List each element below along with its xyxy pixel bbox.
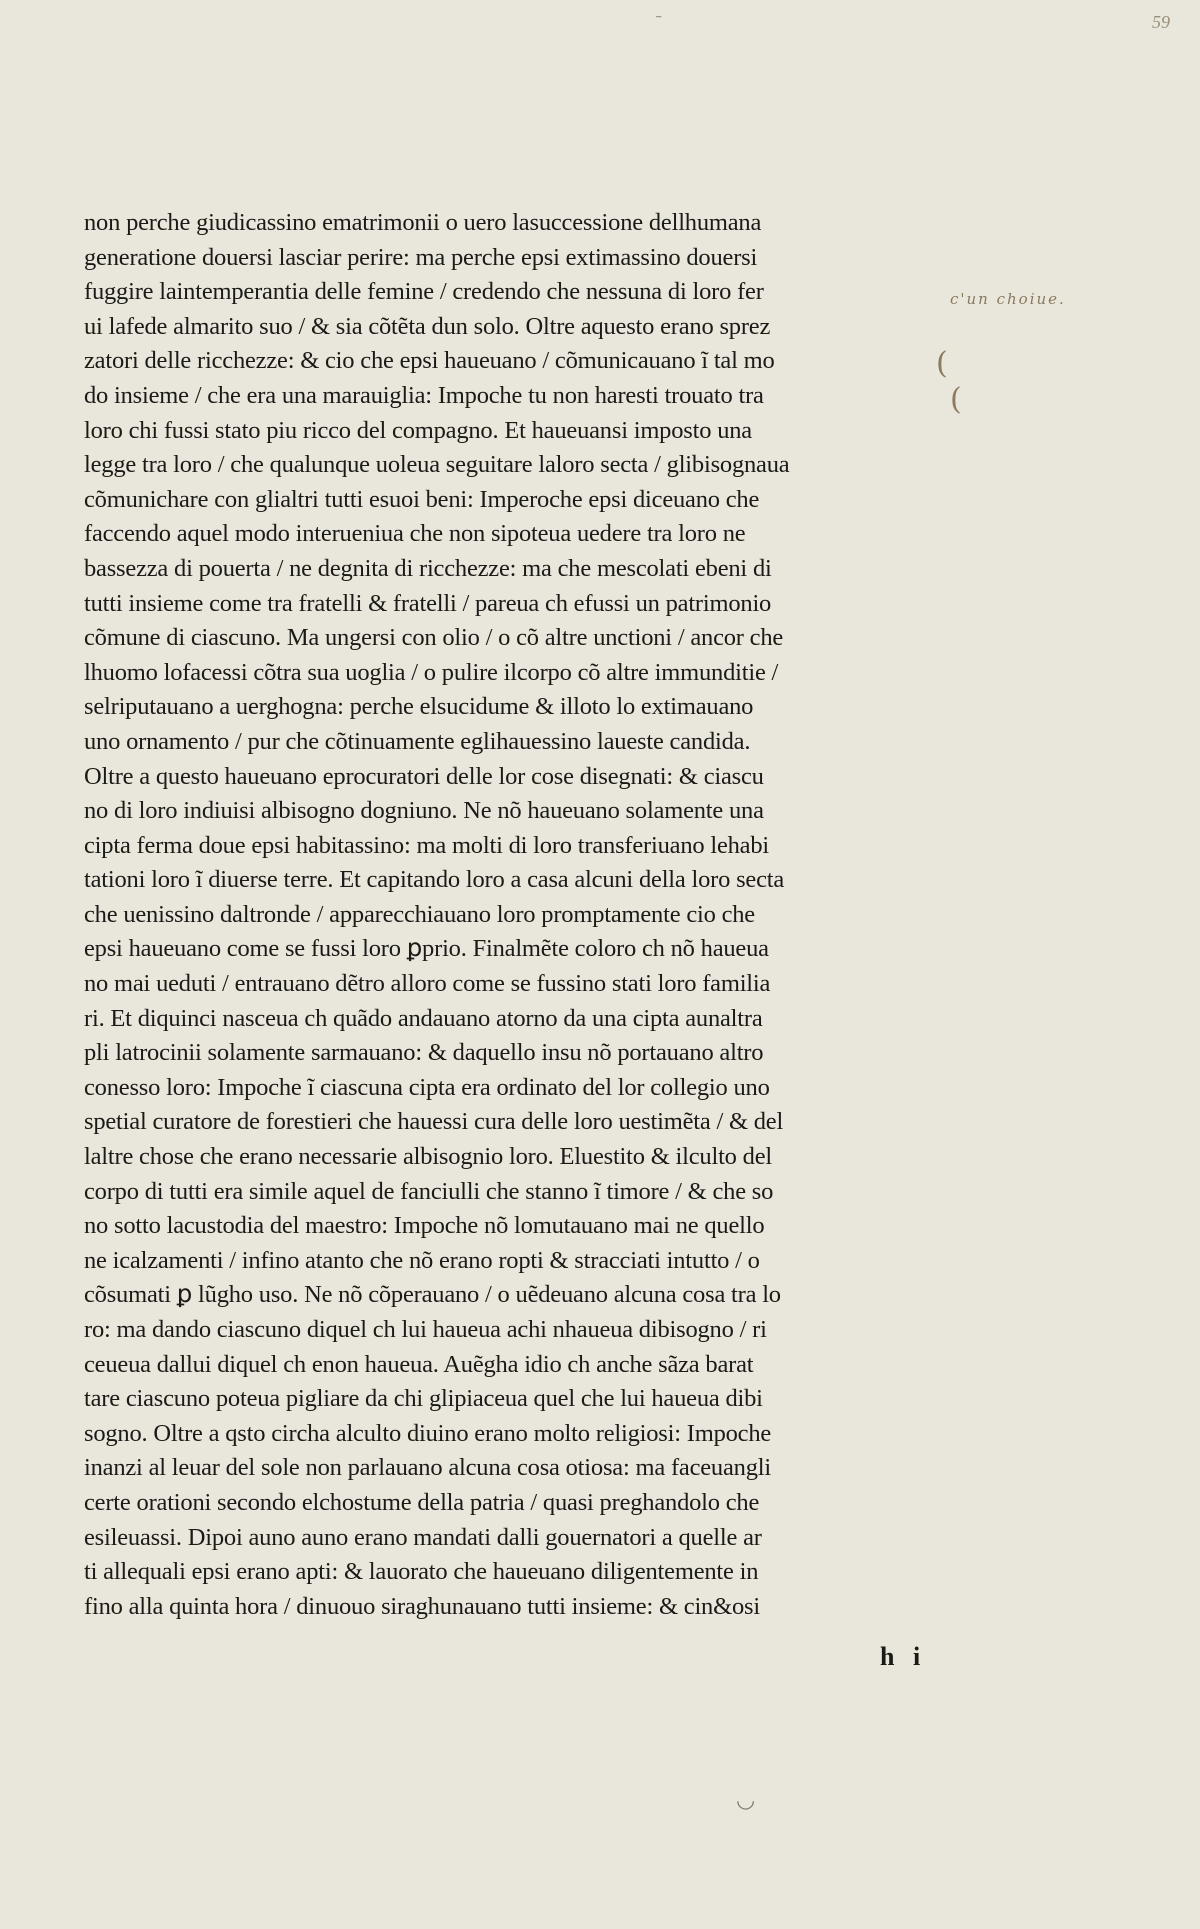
margin-bracket-mark: ( [936,346,948,381]
text-line: esileuassi. Dipoi auno auno erano mandati dalli gouernatori a quelle ar [84,1523,762,1551]
text-line: ri. Et diquinci nasceua ch quãdo andauano atorno da una cipta aunaltra [84,1004,763,1032]
text-line: generatione douersi lasciar perire: ma perche epsi extimassino douersi [84,243,758,271]
margin-annotation: c'un choiue. [950,290,1066,308]
text-line: conesso loro: Impoche ĩ ciascuna cipta era ordinato del lor collegio uno [84,1073,770,1101]
printer-signature: h i [880,1642,927,1671]
text-line: tutti insieme come tra fratelli & fratelli / pareua ch efussi un patrimonio [84,589,772,617]
text-line: lhuomo lofacessi cõtra sua uoglia / o pulire ilcorpo cõ altre immunditie / [84,658,779,686]
folio-number: 59 [1152,12,1170,32]
top-mark: ⁻ [655,12,663,28]
text-line: no mai ueduti / entrauano dẽtro alloro come se fussino stati loro familia [84,970,771,998]
text-line: ne icalzamenti / infino atanto che nõ erano ropti & stracciati intutto / o [84,1246,760,1274]
text-line: sogno. Oltre a qsto circha alculto diuino erano molto religiosi: Impoche [84,1419,772,1447]
bottom-mark: ◡ [736,1788,756,1813]
text-line: tare ciascuno poteua pigliare da chi glipiaceua quel che lui haueua dibi [84,1385,763,1413]
text-line: ceueua dallui diquel ch enon haueua. Auẽgha idio ch anche sãza barat [84,1350,754,1378]
text-line: loro chi fussi stato piu ricco del compagno. Et haueuansi imposto una [84,416,752,444]
text-line: cipta ferma doue epsi habitassino: ma molti di loro transferiuano lehabi [84,831,770,859]
text-line: ui lafede almarito suo / & sia cõtẽta dun solo. Oltre aquesto erano sprez [84,312,771,340]
text-line: cõmune di ciascuno. Ma ungersi con olio / o cõ altre unctioni / ancor che [84,624,784,652]
text-line: non perche giudicassino ematrimonii o uero lasuccessione dellhumana [84,209,762,236]
body-text [84,206,964,1624]
text-line: corpo di tutti era simile aquel de fanciulli che stanno ĩ timore / & che so [84,1177,774,1205]
text-line: certe orationi secondo elchostume della patria / quasi preghandolo che [84,1488,760,1516]
text-line: ti allequali epsi erano apti: & lauorato che haueuano diligentemente in [84,1558,759,1586]
text-line: bassezza di pouerta / ne degnita di ricchezze: ma che mescolati ebeni di [84,554,772,582]
text-line: uno ornamento / pur che cõtinuamente eglihauessino laueste candida. [84,727,751,755]
text-line: ro: ma dando ciascuno diquel ch lui haueua achi nhaueua dibisogno / ri [84,1316,767,1343]
text-line: do insieme / che era una marauiglia: Impoche tu non haresti trouato tra [84,381,764,409]
text-line: pli latrocinii solamente sarmauano: & daquello insu nõ portauano altro [84,1039,764,1067]
text-line: laltre chose che erano necessarie albisognio loro. Eluestito & ilculto del [84,1143,772,1171]
text-line: spetial curatore de forestieri che hauessi cura delle loro uestimẽta / & del [84,1108,784,1136]
text-line: selriputauano a uerghogna: perche elsucidume & illoto lo extimauano [84,693,754,721]
text-line: fino alla quinta hora / dinuouo siraghunauano tutti insieme: & cin&osi [84,1592,760,1620]
text-line: inanzi al leuar del sole non parlauano alcuna cosa otiosa: ma faceuangli [84,1454,771,1482]
text-line: che uenissino daltronde / apparecchiauano loro promptamente cio che [84,900,755,928]
text-line: epsi haueuano come se fussi loro ꝑprio. Finalmẽte coloro ch nõ haueua [84,935,769,963]
margin-bracket-mark: ( [950,382,962,417]
text-line: zatori delle ricchezze: & cio che epsi haueuano / cõmunicauano ĩ tal mo [84,347,775,375]
text-line: Oltre a questo haueuano eprocuratori delle lor cose disegnati: & ciascu [84,762,764,790]
text-line: cõsumati ꝑ lũgho uso. Ne nõ cõperauano / o uẽdeuano alcuna cosa tra lo [84,1281,781,1309]
text-line: faccendo aquel modo interueniua che non sipoteua uedere tra loro ne [84,520,746,548]
text-line: cõmunichare con glialtri tutti esuoi beni: Imperoche epsi diceuano che [84,485,760,513]
text-line: tationi loro ĩ diuerse terre. Et capitando loro a casa alcuni della loro secta [84,866,785,894]
text-line: no sotto lacustodia del maestro: Impoche nõ lomutauano mai ne quello [84,1212,765,1240]
text-line: no di loro indiuisi albisogno dogniuno. Ne nõ haueuano solamente una [84,797,764,825]
text-line: fuggire laintemperantia delle femine / credendo che nessuna di loro fer [84,278,764,306]
text-line: legge tra loro / che qualunque uoleua seguitare laloro secta / glibisognaua [84,451,790,479]
